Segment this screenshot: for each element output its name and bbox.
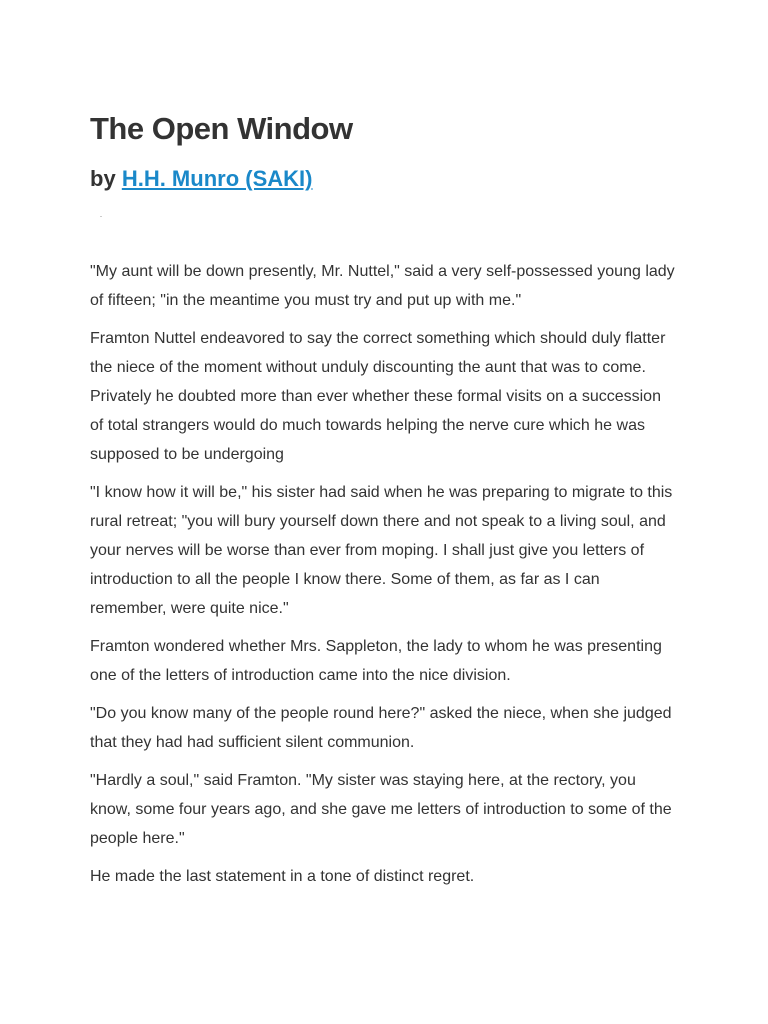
paragraph: "I know how it will be," his sister had said when he was preparing to migrate to this rural retreat; "you will bury yourself down there and not speak to a living soul, and your nerves will be worse than ever from moping. I shall just give you letters of introduction to all the people I know there. Some of them, as far as I can remember, were quite nice." bbox=[90, 484, 673, 617]
page-title: The Open Window bbox=[90, 111, 353, 146]
author-link[interactable]: H.H. Munro (SAKI) bbox=[121, 166, 313, 191]
paragraph: Framton Nuttel endeavored to say the correct something which should duly flatter the niece of the moment without unduly discounting the aunt that was to come. Privately he doubted more than ever whether these formal visits on a succession of total strangers would do much towards helping the nerve cure which he was supposed to be undergoing bbox=[90, 330, 666, 463]
paragraph: "Do you know many of the people round here?" asked the niece, when she judged that they had had sufficient silent communion. bbox=[90, 705, 672, 751]
paragraph: He made the last statement in a tone of distinct regret. bbox=[90, 868, 475, 885]
paragraph: "My aunt will be down presently, Mr. Nuttel," said a very self-possessed young lady of fifteen; "in the meantime you must try and put up with me." bbox=[90, 263, 675, 309]
divider-dot bbox=[100, 216, 102, 217]
paragraph: Framton wondered whether Mrs. Sappleton, the lady to whom he was presenting one of the letters of introduction came into the nice division. bbox=[90, 638, 662, 684]
byline-prefix: by bbox=[90, 166, 116, 191]
paragraph: "Hardly a soul," said Framton. "My sister was staying here, at the rectory, you know, some four years ago, and she gave me letters of introduction to some of the people here." bbox=[90, 772, 672, 847]
story-body bbox=[90, 257, 678, 891]
byline bbox=[90, 164, 678, 194]
